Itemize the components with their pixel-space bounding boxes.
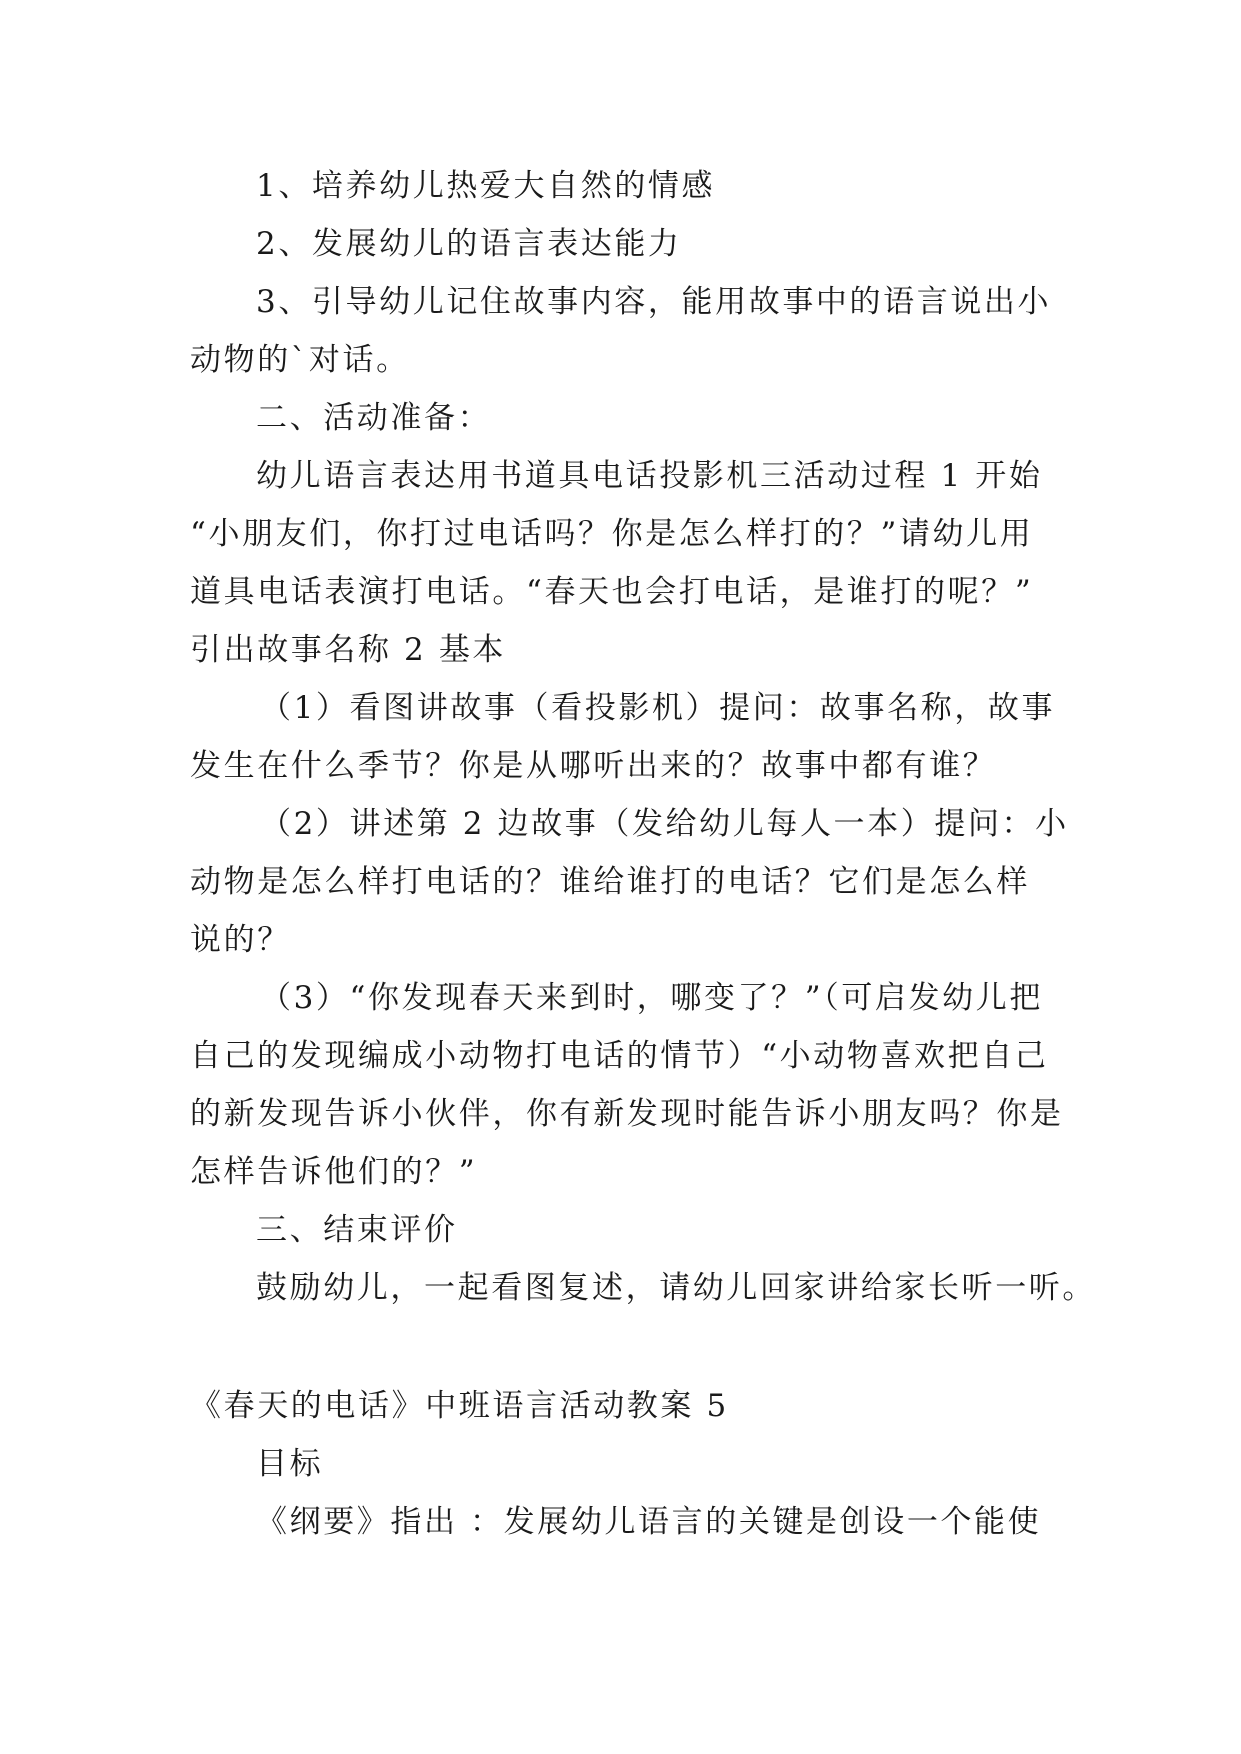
- step-2-line-3: 说的？: [190, 922, 291, 958]
- preparation-paragraph-line-1: 幼儿语言表达用书道具电话投影机三活动过程 1 开始: [256, 458, 1043, 494]
- section-heading-preparation: 二、活动准备：: [256, 400, 492, 436]
- objective-3-line-1: 3、引导幼儿记住故事内容，能用故事中的语言说出小: [256, 284, 1052, 320]
- objective-3-line-2: 动物的`对话。: [190, 342, 410, 378]
- evaluation-paragraph: 鼓励幼儿，一起看图复述，请幼儿回家讲给家长听一听。: [256, 1270, 1096, 1306]
- preparation-paragraph-line-3: 道具电话表演打电话。“春天也会打电话，是谁打的呢？”: [190, 574, 1034, 610]
- step-3-line-2: 自己的发现编成小动物打电话的情节）“小动物喜欢把自己: [190, 1038, 1049, 1074]
- step-2-line-1: （2）讲述第 2 边故事（发给幼儿每人一本）提问：小: [260, 806, 1069, 842]
- step-1-line-2: 发生在什么季节？你是从哪听出来的？故事中都有谁？: [190, 748, 997, 784]
- goals-paragraph-line-1: 《纲要》指出 ：发展幼儿语言的关键是创设一个能使: [256, 1504, 1042, 1540]
- preparation-paragraph-line-2: “小朋友们，你打过电话吗？你是怎么样打的？”请幼儿用: [190, 516, 1034, 552]
- section-heading-evaluation: 三、结束评价: [256, 1212, 458, 1248]
- step-3-line-4: 怎样告诉他们的？”: [190, 1154, 478, 1190]
- lesson-title: 《春天的电话》中班语言活动教案 5: [190, 1388, 729, 1424]
- objective-1: 1、培养幼儿热爱大自然的情感: [256, 168, 716, 204]
- preparation-paragraph-line-4: 引出故事名称 2 基本: [190, 632, 507, 668]
- step-3-line-3: 的新发现告诉小伙伴，你有新发现时能告诉小朋友吗？你是: [190, 1096, 1064, 1132]
- step-1-line-1: （1）看图讲故事（看投影机）提问：故事名称，故事: [260, 690, 1056, 726]
- objective-2: 2、发展幼儿的语言表达能力: [256, 226, 682, 262]
- step-2-line-2: 动物是怎么样打电话的？谁给谁打的电话？它们是怎么样: [190, 864, 1030, 900]
- step-3-line-1: （3）“你发现春天来到时，哪变了？”（可启发幼儿把: [260, 980, 1043, 1016]
- section-heading-goals: 目标: [256, 1446, 324, 1482]
